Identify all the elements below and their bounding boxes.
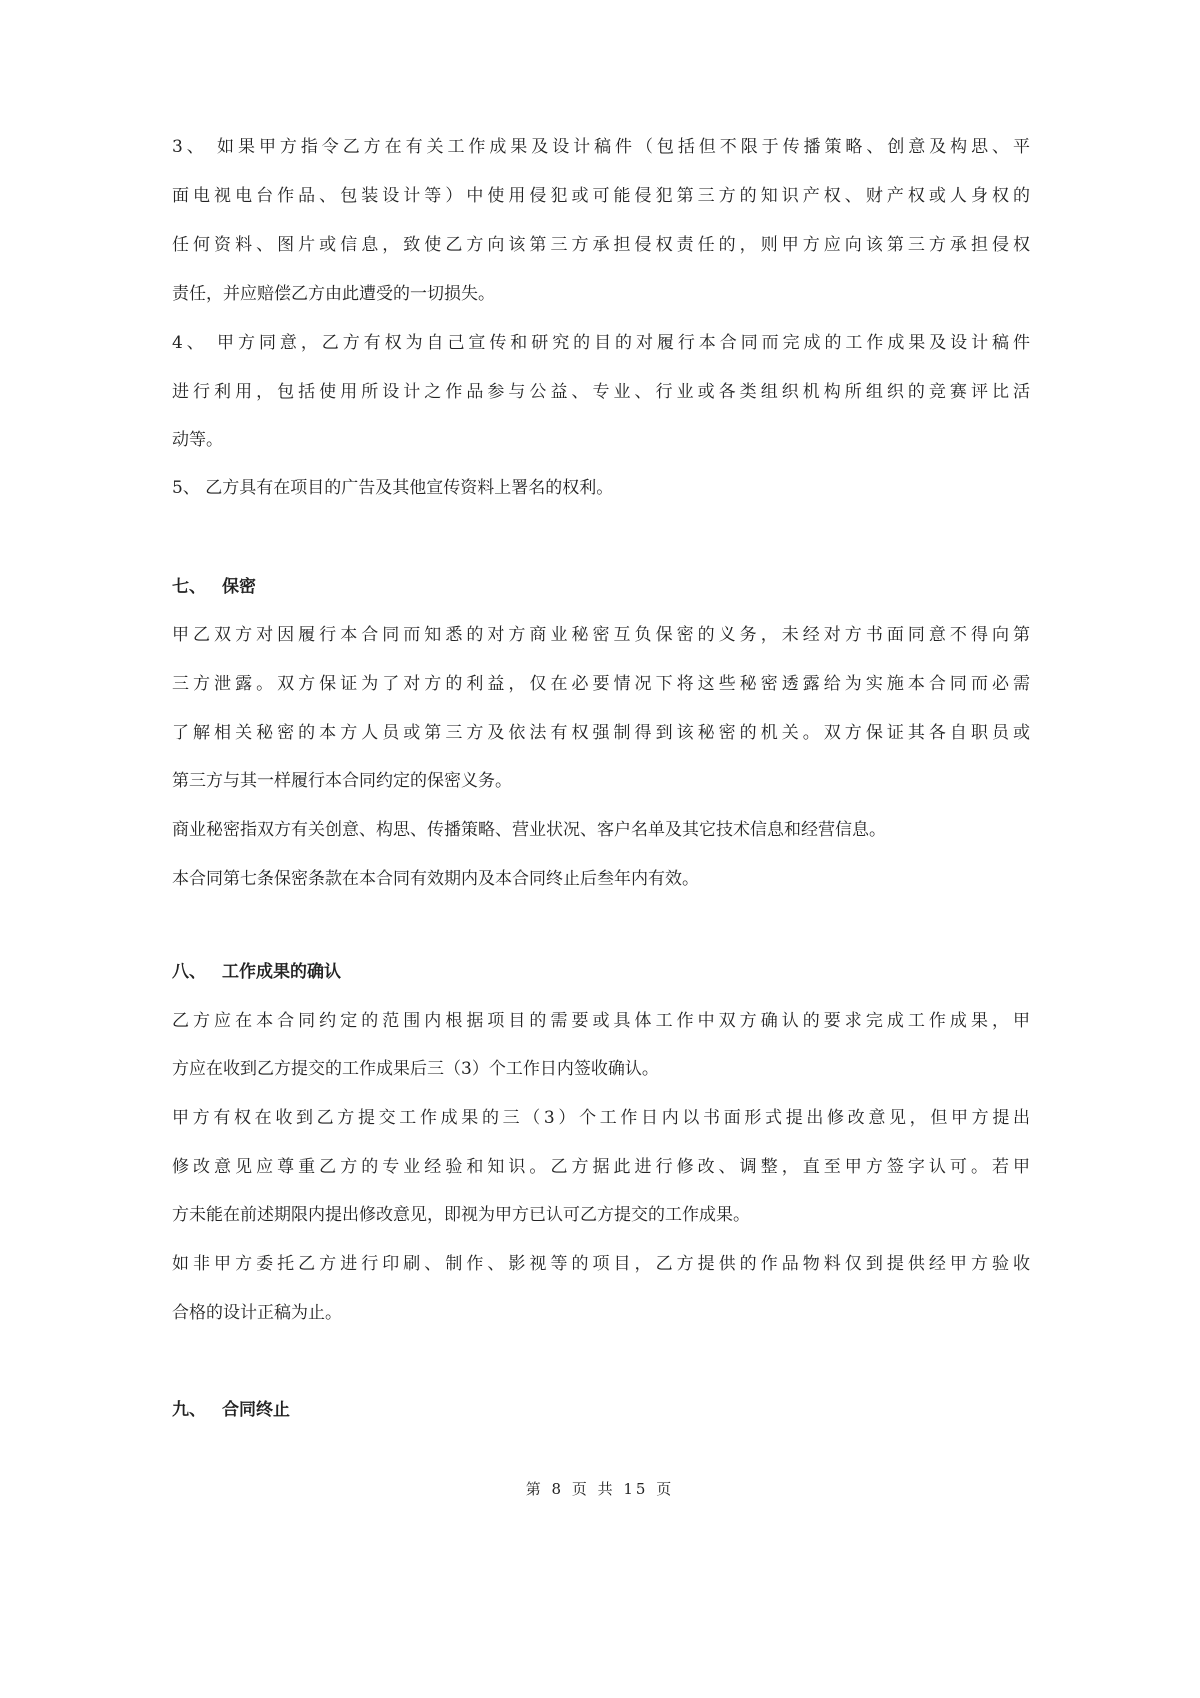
paragraph-line: 责任，并应赔偿乙方由此遭受的一切损失。 [172, 284, 495, 304]
paragraph-line: 如非甲方委托乙方进行印刷、制作、影视等的项目，乙方提供的作品物料仅到提供经甲方验收 [172, 1254, 1030, 1274]
paragraph-line: 商业秘密指双方有关创意、构思、传播策略、营业状况、客户名单及其它技术信息和经营信息。 [172, 820, 886, 840]
paragraph-line: 方未能在前述期限内提出修改意见，即视为甲方已认可乙方提交的工作成果。 [172, 1205, 750, 1225]
paragraph-line: 4、 甲方同意，乙方有权为自己宣传和研究的目的对履行本合同而完成的工作成果及设计稿件 [172, 333, 1030, 353]
section-number: 七、 [172, 577, 206, 597]
paragraph-line: 三方泄露。双方保证为了对方的利益，仅在必要情况下将这些秘密透露给为实施本合同而必需 [172, 674, 1030, 694]
paragraph-line: 本合同第七条保密条款在本合同有效期内及本合同终止后叁年内有效。 [172, 869, 699, 889]
paragraph-line: 3、 如果甲方指令乙方在有关工作成果及设计稿件（包括但不限于传播策略、创意及构思、平 [172, 137, 1030, 157]
paragraph-line: 合格的设计正稿为止。 [172, 1303, 342, 1323]
section-title: 合同终止 [222, 1400, 290, 1420]
paragraph-line: 甲乙双方对因履行本合同而知悉的对方商业秘密互负保密的义务，未经对方书面同意不得向第 [172, 625, 1030, 645]
page-footer: 第 8 页 共 15 页 [525, 1480, 675, 1498]
paragraph-line: 修改意见应尊重乙方的专业经验和知识。乙方据此进行修改、调整，直至甲方签字认可。若甲 [172, 1157, 1030, 1177]
section-title: 保密 [222, 577, 256, 597]
paragraph-line: 第三方与其一样履行本合同约定的保密义务。 [172, 771, 512, 791]
section-title: 工作成果的确认 [222, 962, 341, 982]
section-number: 八、 [172, 962, 206, 982]
paragraph-line: 面电视电台作品、包装设计等）中使用侵犯或可能侵犯第三方的知识产权、财产权或人身权的 [172, 186, 1030, 206]
section-heading [172, 1398, 290, 1422]
section-heading [172, 575, 256, 599]
paragraph-line: 乙方应在本合同约定的范围内根据项目的需要或具体工作中双方确认的要求完成工作成果，甲 [172, 1011, 1030, 1031]
paragraph-line: 甲方有权在收到乙方提交工作成果的三（3）个工作日内以书面形式提出修改意见，但甲方提出 [172, 1108, 1030, 1128]
section-heading [172, 960, 341, 984]
paragraph-line: 进行利用，包括使用所设计之作品参与公益、专业、行业或各类组织机构所组织的竞赛评比活 [172, 382, 1030, 402]
paragraph-line: 了解相关秘密的本方人员或第三方及依法有权强制得到该秘密的机关。双方保证其各自职员或 [172, 723, 1030, 743]
paragraph-line: 任何资料、图片或信息，致使乙方向该第三方承担侵权责任的，则甲方应向该第三方承担侵权 [172, 235, 1030, 255]
paragraph-line: 5、 乙方具有在项目的广告及其他宣传资料上署名的权利。 [172, 478, 614, 498]
paragraph-line: 方应在收到乙方提交的工作成果后三（3）个工作日内签收确认。 [172, 1059, 659, 1079]
paragraph-line: 动等。 [172, 430, 223, 450]
section-number: 九、 [172, 1400, 206, 1420]
